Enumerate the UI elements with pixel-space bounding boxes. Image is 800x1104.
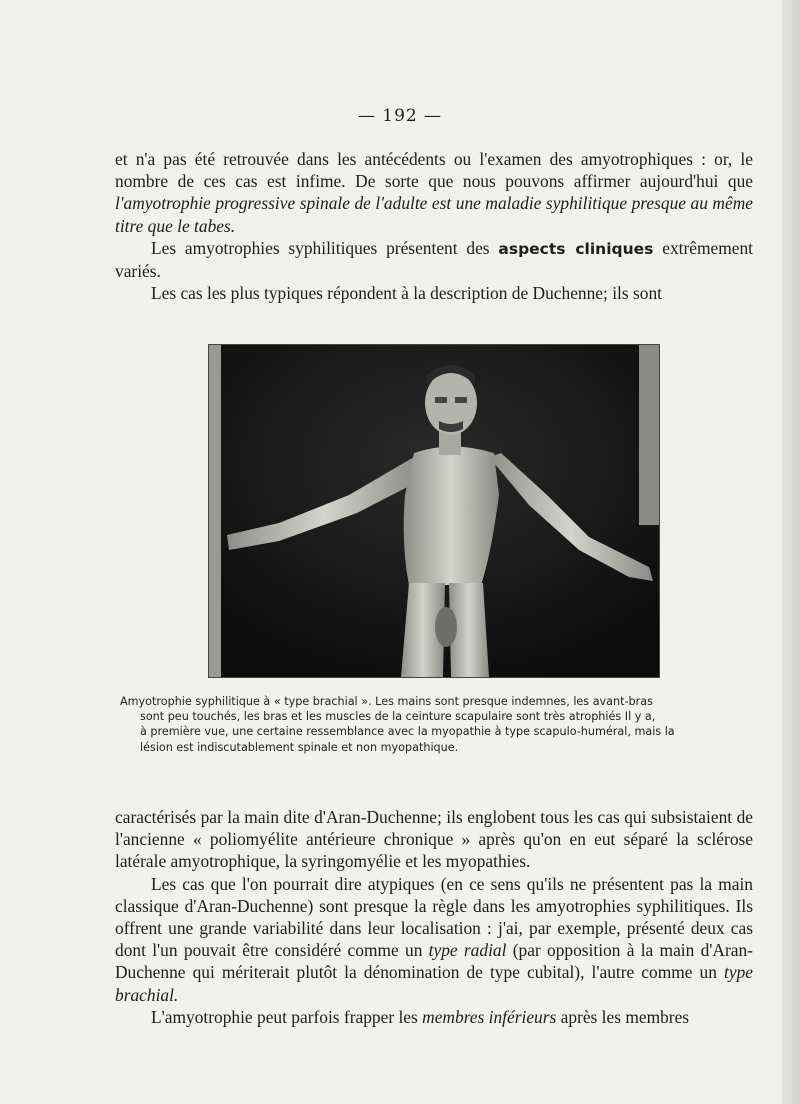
figure-caption [120,694,750,755]
paragraph-6-italic: membres inférieurs [422,1006,557,1027]
caption-line-2: sont peu touchés, les bras et les muscles de la ceinture scapulaire sont très atrophiés Il y a, [140,710,656,724]
bottom-text-block [115,806,753,1028]
paragraph-2-bold: aspects cliniques [498,239,654,258]
top-text-block [115,148,753,304]
paragraph-4: caractérisés par la main dite d'Aran-Duchenne; ils englobent tous les cas qui subsistaient de l'ancienne « poliomyélite antérieure chronique » après qu'on en eut séparé la sclérose latérale amyotrophique, la syringomyélie et les myopathies. [115,807,753,872]
caption-line-3: à première vue, une certaine ressemblance avec la myopathie à type scapulo-huméral, mais la [140,725,675,739]
paragraph-6-text-b: après les membres [556,1006,690,1027]
page-number: — 192 — [357,106,443,126]
caption-line-4: lésion est indiscutablement spinale et non myopathique. [140,740,459,754]
paragraph-5-italic-2: type brachial. [115,962,753,1005]
paragraph-1-italic: l'amyotrophie progressive spinale de l'adulte est une maladie syphilitique presque au même titre que le tabes. [115,193,753,236]
paragraph-2 [115,237,753,282]
page-edge [782,0,800,1104]
photograph-icon [209,345,659,677]
paragraph-5 [115,873,753,1006]
paragraph-2-text-b: extrêmement variés. [115,237,753,282]
paragraph-5-italic-1: type radial [428,940,507,961]
caption-line-1: Amyotrophie syphilitique à « type brachial ». Les mains sont presque indemnes, les avant-bras [120,695,653,708]
paragraph-5-text-b: (par opposition à la main d'Aran-Duchenne qui mériterait plutôt la dénomination de type cubital), l'autre comme un [115,940,753,983]
paragraph-1-text: et n'a pas été retrouvée dans les antécédents ou l'examen des amyotrophiques : or, le nombre de ces cas est infime. De sorte que nous pouvons affirmer aujourd'hui que [115,149,753,192]
paragraph-1 [115,148,753,237]
paragraph-3: Les cas les plus typiques répondent à la description de Duchenne; ils sont [151,283,662,304]
figure-photograph [208,344,660,678]
paragraph-6-text-a: L'amyotrophie peut parfois frapper les [151,1006,423,1027]
paragraph-6 [115,1006,753,1028]
paragraph-2-text-a: Les amyotrophies syphilitiques présentent des [151,237,499,258]
paragraph-5-text-a: Les cas que l'on pourrait dire atypiques (en ce sens qu'ils ne présentent pas la main classique d'Aran-Duchenne) sont presque la règle dans les amyotrophies syphilitiques. Ils offrent une grande variabilité dans leur localisation : j'ai, par exemple, présenté deux cas dont l'un pouvait être considéré comme un [115,873,753,961]
